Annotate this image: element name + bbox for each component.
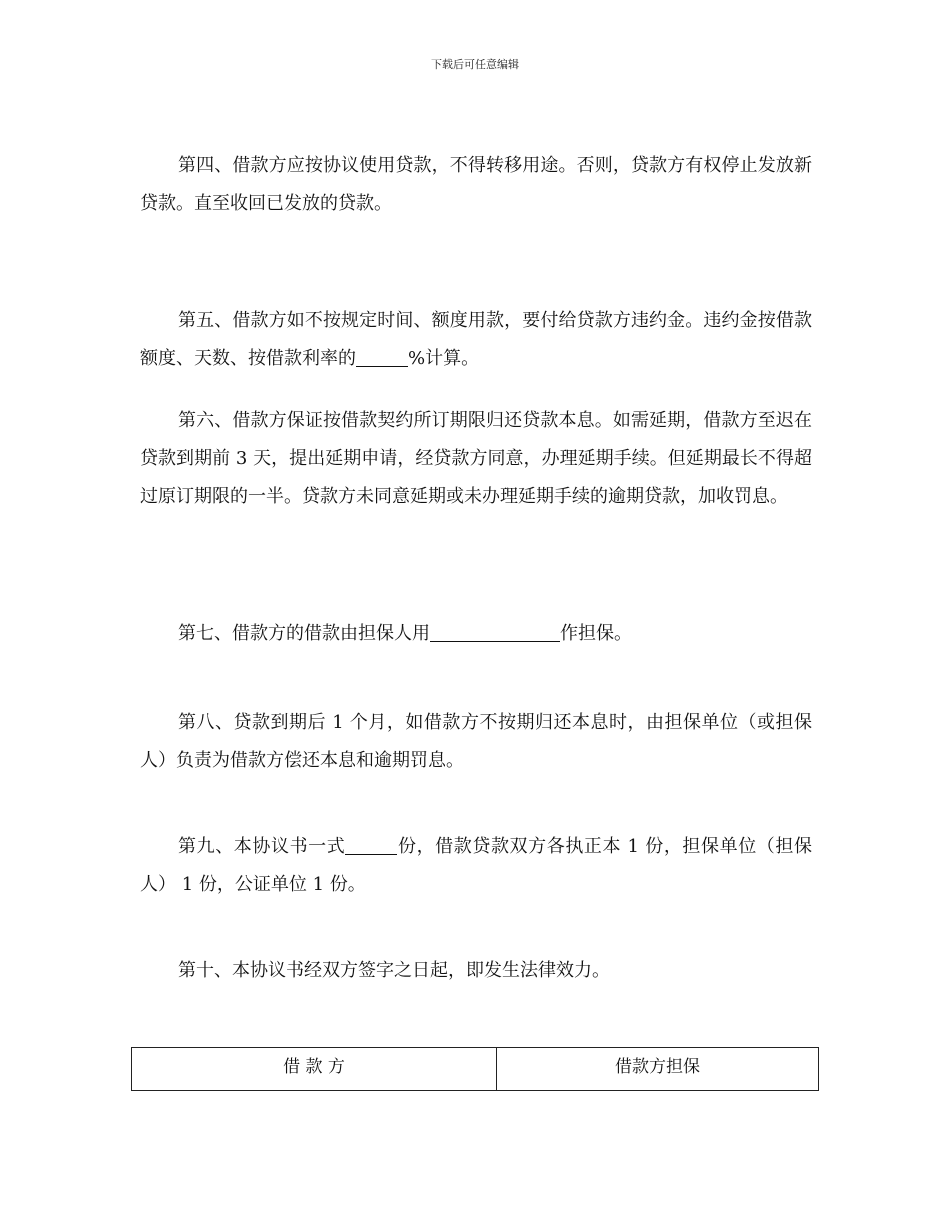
clause-4: 第四、借款方应按协议使用贷款，不得转移用途。否则，贷款方有权停止发放新贷款。直至收回已发放的贷款。: [140, 155, 812, 214]
copies-count-blank[interactable]: [345, 834, 397, 855]
clause-5: [140, 302, 812, 378]
clause-5-text-after: %计算。: [408, 348, 480, 369]
clause-7-text-before: 第七、借款方的借款由担保人用: [178, 623, 430, 644]
guarantee-item-blank[interactable]: [430, 621, 560, 642]
signature-table: [131, 1047, 819, 1091]
clause-8: 第八、贷款到期后 1 个月，如借款方不按期归还本息时，由担保单位（或担保人）负责为借款方偿还本息和逾期罚息。: [140, 712, 812, 771]
clause-7: [140, 615, 812, 653]
clause-9-text-before: 第九、本协议书一式: [178, 836, 346, 857]
borrower-cell: 借 款 方: [132, 1048, 497, 1091]
clause-7-text-after: 作担保。: [560, 623, 632, 644]
page-header: 下载后可任意编辑: [431, 58, 519, 71]
guarantor-cell: 借款方担保: [497, 1048, 819, 1091]
penalty-rate-blank[interactable]: [356, 346, 408, 367]
clause-9: [140, 828, 812, 904]
clause-10: 第十、本协议书经双方签字之日起，即发生法律效力。: [178, 960, 610, 981]
clause-5-text-before: 第五、借款方如不按规定时间、额度用款，要付给贷款方违约金。违约金按借款额度、天数、按借款利率的: [140, 310, 812, 369]
clause-9-text-after: 份，借款贷款双方各执正本 1 份，担保单位（担保人） 1 份，公证单位 1 份。: [140, 836, 812, 895]
clause-6: 第六、借款方保证按借款契约所订期限归还贷款本息。如需延期，借款方至迟在贷款到期前 3 天，提出延期申请，经贷款方同意，办理延期手续。但延期最长不得超过原订期限的一半。贷款方未同意延期或未办理延期手续的逾期贷款，加收罚息。: [140, 410, 812, 507]
